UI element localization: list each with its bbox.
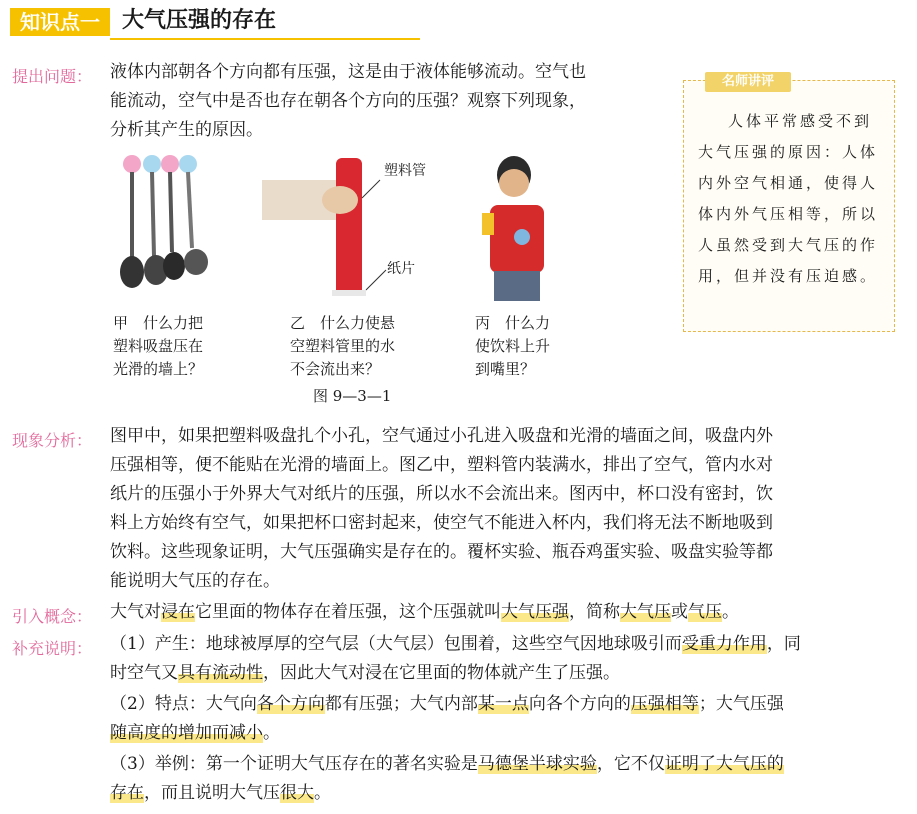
teacher-note-text: 人体平常感受不到大气压强的原因：人体内外空气相通，使得人体内外气压相等，所以人虽然受到大气压的作用，但并没有压迫感。 xyxy=(698,112,879,285)
ask-line-1: 液体内部朝各个方向都有压强，这是由于液体能够流动。空气也 xyxy=(110,62,586,82)
suction-cup-group xyxy=(120,155,208,288)
ask-line-3: 分析其产生的原因。 xyxy=(110,120,263,140)
figure-number: 图 9—3—1 xyxy=(313,387,392,405)
ask-line-2: 能流动，空气中是否也存在朝各个方向的压强？观察下列现象， xyxy=(110,91,586,111)
supplement-1-line-1: （1）产生：地球被厚厚的空气层（大气层）包围着，这些空气因地球吸引而受重力作用，同 xyxy=(110,634,801,654)
caption-c: 丙 什么力 使饮料上升 到嘴里？ xyxy=(475,314,551,378)
supplement-3-line-2: 存在，而且说明大气压很大。 xyxy=(110,783,331,803)
caption-a: 甲 什么力把 塑料吸盘压在 光滑的墙上？ xyxy=(113,314,204,378)
supplement-3-line-1: （3）举例：第一个证明大气压存在的著名实验是马德堡半球实验，它不仅证明了大气压的 xyxy=(110,754,784,774)
header-underline xyxy=(110,38,420,40)
analysis-line-6: 能说明大气压的存在。 xyxy=(110,571,280,591)
label-plastic-tube: 塑料管 xyxy=(384,163,426,179)
analysis-line-1: 图甲中，如果把塑料吸盘扎个小孔，空气通过小孔进入吸盘和光滑的墙面之间，吸盘内外 xyxy=(110,426,773,446)
figure-suction-cups xyxy=(112,152,222,292)
section-title: 大气压强的存在 xyxy=(122,8,277,33)
supplement-2-line-2: 随高度的增加而减小。 xyxy=(110,723,280,743)
figure-plastic-tube xyxy=(262,158,392,298)
label-supplement: 补充说明： xyxy=(12,639,93,658)
teacher-note-tag: 名师讲评 xyxy=(705,72,791,92)
concept-text: 大气对浸在它里面的物体存在着压强，这个压强就叫大气压强，简称大气压或气压。 xyxy=(110,602,739,622)
analysis-line-4: 料上方始终有空气，如果把杯口密封起来，使空气不能进入杯内，我们将无法不断地吸到 xyxy=(110,513,773,533)
analysis-line-3: 纸片的压强小于外界大气对纸片的压强，所以水不会流出来。图丙中，杯口没有密封，饮 xyxy=(110,484,773,504)
caption-b: 乙 什么力使悬 空塑料管里的水 不会流出来？ xyxy=(290,314,396,378)
label-paper: 纸片 xyxy=(387,261,415,277)
supplement-2-line-1: （2）特点：大气向各个方向都有压强；大气内部某一点向各个方向的压强相等；大气压强 xyxy=(110,694,784,714)
label-ask: 提出问题： xyxy=(12,67,93,86)
supplement-1-line-2: 时空气又具有流动性，因此大气对浸在它里面的物体就产生了压强。 xyxy=(110,663,620,683)
label-analysis: 现象分析： xyxy=(12,431,93,450)
analysis-line-2: 压强相等，便不能贴在光滑的墙面上。图乙中，塑料管内装满水，排出了空气，管内水对 xyxy=(110,455,773,475)
section-tag: 知识点一 xyxy=(10,8,110,36)
figure-boy-drinking xyxy=(470,155,555,303)
label-concept: 引入概念： xyxy=(12,607,93,626)
analysis-line-5: 饮料。这些现象证明，大气压强确实是存在的。覆杯实验、瓶吞鸡蛋实验、吸盘实验等都 xyxy=(110,542,773,562)
